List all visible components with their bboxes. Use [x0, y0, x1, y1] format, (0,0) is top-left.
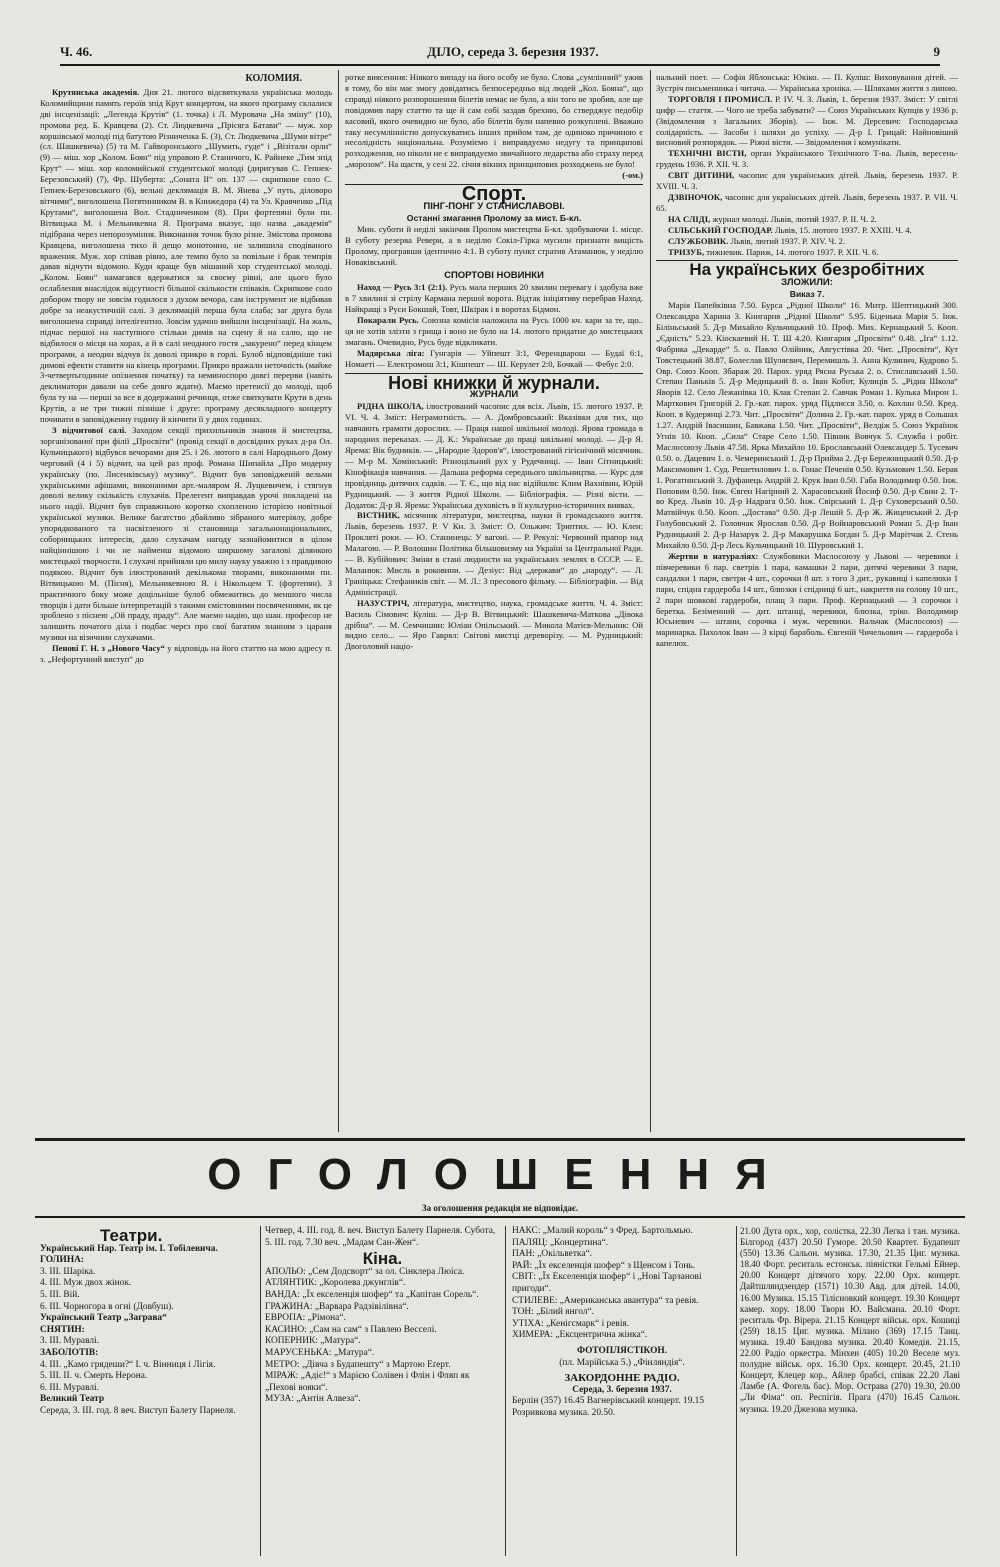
- journal-entry: ТРИЗУБ, тижневик. Париж, 14. лютого 1937. Р. XII. Ч. 6.: [668, 246, 879, 257]
- journal-entry: ТЕХНІЧНІ ВІСТИ, орган Українського Технічного Т-ва. Львів, вересень-грудень 1936. Р. XII. Ч. 3.: [656, 148, 958, 170]
- ad-line: ЗАБОЛОТІВ:: [40, 1347, 99, 1358]
- ad-line: МЕТРО: „Дівча з Будапешту“ з Мартою Еґерт.: [265, 1359, 451, 1370]
- ad-line: 5. III. Вій.: [40, 1289, 80, 1300]
- ad-line: ПАЛЯЦ: „Концертина“.: [512, 1237, 609, 1248]
- theatres-list: [40, 1244, 255, 1418]
- article-paragraph: РІДНА ШКОЛА, ілюстрований часопис для всіх. Львів, 15. лютого 1937. Р. VI. Ч. 4. Зміст: Неграмотність. — А. Домбровський: Вказівки для тих, що навчають грамоти дорослих. — Праця нашої шкільної молоді. Ярова громада в народних переказах. — Д. К.: Українське до праці шкільної молоді. — Д-р Я. Ярема: Вік будників. — „Народне Здоров'я“, ілюстрований гігієнічний місячник. — М-р М. Хомінський: Різноцільний рух у Рудечниці. — Іван Сітницький: Кінофікація навчання. — Дальша реформа середнього шкільництва. — Курс для провідниць дитячих садків. — Т. Є., що від нас відійшли: Клим Вахнівин, Юрій Рудницький. — З життя Рідної Школи. — Бібліографія. — Різні вісти. — Додаток: Д-р Я. Ярема: Українська духовість в її культурно-історичних виявах.: [345, 401, 643, 510]
- ad-line: ТОН: „Білий янгол“.: [512, 1307, 594, 1318]
- article-paragraph: З відчитової салі. Заходом секції прихильників знання й мистецтва, зорганізованої при філії „Просвіти“ (провід секції в досвідних руках д-ра Ол. Кульчицького) відбувся вечорами дня 25. і 26. лютого в салі Народнього Дому черговий (4 і 5) відчит, на цей раз проф. Романа Шипайла „Про модерну українську (по. Лисенківську) музику“. Відчит був заповідженій вельми українськими афішами, виконаними арт.-маляром Я. Луцкевичем, і стягнув доволі велику скількість слухачів. Прелегент виправдав урочі покладені на нього надії. Відчит був справжньою коротко схопленою історією новітньої української музики. Велике багатство дбайливо зібраного матеріялу, добре упорядкованого та насвітленого зі становища загальнонаціональних, соборницьких інтересів, дало слухачам нагоду зазнайомитися в цілом найціннішою і чи не найменш відомою ширшому загалові ділянкою мистецької творчости. І слухачі прийняли цю милу науку уважно і з правдивою подякою. Відчит був ілюстрований декількома творами, виконаними пн. Вітвицькою М. (Пісня), Мельникевною Я. і Нікольцем Т. (фортепян). З практичного боку може доцільніше булоб обмежитись до меншого числа творців і дати більше інтерпретацій з такими ємістовними посвяченнями, як це зроблено з піснею „Ой праду, праду“. Але маємо надію, що шан. професор не залишить початого діла і подбає черєз про свої багатим знанням з цараня музики на візичнин слухачами.: [40, 425, 332, 643]
- page-number: 9: [933, 44, 940, 59]
- page-header: [60, 44, 940, 66]
- theatre-continued: Четвер, 4. III. год. 8. веч. Виступ Балету Парнеля. Субота, 5. III. год. 7.30 веч. „Мадам Сан-Жен“.: [265, 1226, 496, 1248]
- article-paragraph: Пенові Г. Н. з „Нового Часу“ у відповідь на його статтю на мою адресу п. з. „Нефортунний виступ“ до: [40, 643, 332, 665]
- ad-line: ПАН: „Окільветка“.: [512, 1249, 593, 1260]
- column-divider: [505, 1226, 506, 1556]
- ad-line: МІРАЖ: „Адіє!“ з Марією Солівен і Флін і Фляп як „Пехові вояки“.: [265, 1371, 470, 1393]
- sport-subheading: Останні змагання Пролому за мист. Б-кл.: [406, 212, 582, 223]
- ad-line: МАРУСЕНЬКА: „Матура“.: [265, 1347, 375, 1358]
- section-title: КОЛОМИЯ.: [245, 73, 302, 84]
- unemployed-heading: На українських безробітних: [689, 260, 925, 280]
- article-paragraph: НАЗУСТРІЧ, література, мистецтво, наука, громадське життя. Ч. 4. Зміст: Василь Сімович: Куліш. — Д-р В. Вітвицький: Шашкевича-Маткова „Дівока дрібна“. — М. Семчишин: Юліан Опільський. — Микола Матієв-Мельник: Ой видно село... — Яро Гаврял: Світові мистці дереворізу. — М. Рудницький: Двоголовий націо-: [345, 597, 643, 652]
- journal-entry: ДЗВІНОЧОК, часопис для українських дітей. Львів, березень 1937. Р. VII. Ч. 65.: [656, 191, 958, 213]
- unemployed-subheading: ЗЛОЖИЛИ:: [781, 277, 833, 289]
- journal-entry: СЛУЖБОВИК. Львів, лютий 1937. Р. XIV. Ч. 2.: [668, 235, 845, 246]
- ads-disclaimer: За оголошення редакція не відповідає.: [421, 1203, 579, 1213]
- sport-news-heading: СПОРТОВІ НОВИНКИ: [444, 270, 544, 282]
- ad-line: ГОЛИНА:: [40, 1255, 85, 1266]
- column-3: [656, 72, 958, 1134]
- radio-date: Середа, 3. березня 1937.: [572, 1384, 672, 1395]
- ad-line: МУЗА: „Антін Алвеза“.: [265, 1394, 361, 1405]
- ad-line: Великий Театр: [40, 1394, 105, 1405]
- ads-bottom-rule: [35, 1216, 965, 1218]
- kino-heading: Кіна.: [362, 1249, 403, 1269]
- ad-line: Середа, 3. III. год. 8 веч. Виступ Балету Парнеля.: [40, 1405, 236, 1416]
- article-paragraph: нальний поет. — Софія Яблонська: Юкіко. — П. Куліш: Виховування дітей. — Зустріч письменника і читача. — Українська хроніка. — Шляхами життя з липою.: [656, 72, 958, 93]
- ad-line: СВІТ: „Їх Екселенція шофер“ і „Нові Тарзанові пригоди“.: [512, 1272, 702, 1294]
- ad-line: СТИЛЕВЕ: „Американська авантура“ та ревія.: [512, 1295, 699, 1306]
- ads-radio: [740, 1226, 960, 1556]
- issue-number: Ч. 46.: [60, 44, 93, 59]
- ad-line: 3. III. Муравлі.: [40, 1336, 99, 1347]
- ad-line: ГРАЖИНА: „Варвара Радзівілівна“.: [265, 1301, 409, 1312]
- column-1: [40, 72, 332, 1134]
- donation-goods: Жертви в натураліях: Службовики Маслосоюзу у Львові — черевики і півчеревики 6 пар. светрів 1 пара, камашки 2 пари, дитячі черевики 3 пари, сандалки 1 пари, светри 4 шт., сорочки 8 шт. з того 3 дит., рукавиці і капелюхи 1 пари, спідна гардероба 14 шт., блюзки і спідниці 6 шт., накриття на голову 10 шт., 2 пари шовкові гардероби, плащ 3 пари. Проф. Кернацький — 3 сорочки і беретка. Безіменний — дит. штанці, черевики, блюзка, тріко. Володимир Юсьневич — штани, сорочка і муж. черевики. Вальчак (Маслосоюз) — маринарка. Пахолок Іван — 3 кірці бараболь. Євгеній Чичельович — гардероба і капелюх.: [656, 550, 958, 649]
- ad-line: 6. III. Муравлі.: [40, 1382, 99, 1393]
- theatres-heading: Театри.: [100, 1226, 163, 1245]
- donation-list: Марія Папейківна 7.50. Бурса „Рідної Школи“ 16. Митр. Шептицький 300. Олександра Харина 3. Книгарня „Рідної Школи“ 5.95. Біденька Марія 5. Інж. Біліньський 5. Д-р Михайло Кульчицький 10. Проф. Мих. Кернацький 5. Кооп. „Єдність“ 5.23. Кіоскаевий Н. Т. Ш 4.20. Книгарня „Просвіти“ 0.48. „Іга“ 1.12. Фабрика „Декарде“ 5. о. Павло Олійник, Августівка 20. Чит. „Просвіти“, Кут Товстецький 38.87, Болеслав Шуляєвич, Перемишль 3. Анна Кулинич, Кудрово 5. Овр. Союз Кооп. Збараж 20. Парох. уряд Рясна Руська 2. о. Стиславський 1.50. Степан Паньків 5. Д-р Медицький 8. о. Іван Кобот, Кулиців 5. „Рідна Школа“ Яворів 12. Село Лежанівка 10. Клак Степан 2. Савчак Роман 1. Кулька Мирон 1. Марткович Григорій 2. Гр.-кат. парох. уряд Підлисся 3.50, о. Кохлан 0.50. Кред. Кооп. в Кудерянці 2.73. Чит. „Просвіти“ Долина 2. Гр.-кат. парох. уряд в Сольшах 1.27. Андрій Івасишин, Бавжава 1.50. Чит. „Просвіти“, Велдіж 5. Союз Українок Угнів 10. Кооп. „Сила“ Старе Село 1.50. Півник Вовчук 5. Служба і робіт. Маслосоюзу Львів 47.58. Ярка Михайло 10. Брославський Олександер 5. Тусевич 0.50. о. Дацевич 1. о. Чемеринський 1. Д-р Прийма 2. Д-р Бережницький 0.50. Д-р Максимович 1. Суд. Решетилович 1. о. Гонас Печенів 0.50. Кузьмович 1.50. Берак 1. Рогатинський 3. Дуфанець Андрій 2. Крук Іван 0.50. Габа Володимир 0.50. Інж. Поповим 0.50. Інж. Євген Нагірний 2. Харасовський Йосиф 0.50. Д-р Євин 2. Т-во Кред. Львів 10. Д-р Надрага 0.50. Інж. Свірський 1. Д-р Суховерський 0.50. Матвійчук 0.50. Кооп. „Достава“ 0.50. Д-р Лешій 5. Д-р Ж. Жиценський 2. Д-р Голубовський 2. Головчак Ярослав 0.50. Д-р Войнаровський Роман 5. Д-р Іван Рудницький 2. Д-р Назарук 2. Д-р Макарушка Богдан 5. Д-р Марітчак 2. Стень Михайло 0.50. Д-р Лесь Кульчицький 10. Шуровський 1.: [656, 300, 958, 551]
- books-heading: Нові книжки й журнали.: [388, 372, 600, 393]
- ad-line: ХИМЕРА: „Ексцентрична жінка“.: [512, 1330, 648, 1341]
- article-paragraph: ротке виясенння: Ніякого випаду на його особу не було. Слова „сумлінний“ ужив я тому, бо він має змогу довідатись безпосередньо від людей „Кол. Бояна“, що справді ніякого розпорошення білетів немає не було, а він того не зробив, але ще повідомив пару статтю та ще й сам собі заздав брехню, бо стверджує педобір касовий, якого очевидно не було, або білетів були напевно розкуплені. Вважаю таку несумлінністю допускуватись інших прийом там, де одиноко причиною є несолідність національна. Розуміємо і виправдуємо недугу та принципові розходження, но ніколи не є виправдуємо звичайного ледарства або страху перед „морозом“. На щастя, у сезі 22. січня вікних принципових розходжень не було!: [345, 72, 643, 170]
- foto-address: (пл. Марійська 5.) „Фінляндія“.: [559, 1357, 685, 1368]
- ad-line: 4. III. „Камо грядеши?“ І. ч. Вінниця і Лігія.: [40, 1359, 216, 1370]
- ad-line: Український Нар. Театр ім. І. Тобілевича.: [40, 1243, 218, 1254]
- ads-theatres: [40, 1226, 255, 1556]
- ads-kino: [265, 1226, 500, 1556]
- ad-line: СНЯТИН:: [40, 1324, 85, 1335]
- journal-entry: СВІТ ДИТИНИ, часопис для українських дітей. Львів, березень 1937. Р. XVIII. Ч. 3.: [656, 170, 958, 192]
- column-divider: [260, 1226, 261, 1556]
- sport-subheading: ПІНГ-ПОНГ У СТАНИСЛАВОВІ.: [423, 200, 565, 212]
- donation-list-number: Виказ 7.: [789, 289, 825, 300]
- ad-line: НАКС: „Малий король“ з Фред. Бартольмью.: [512, 1226, 693, 1236]
- ad-line: 4. III. Муж двох жінок.: [40, 1278, 132, 1289]
- ad-line: КОПЕРНИК: „Матура“.: [265, 1336, 361, 1347]
- journal-entry: ТОРГОВЛЯ І ПРОМИСЛ. Р. IV. Ч. 3. Львів, 1. березня 1937. Зміст: У світлі цифр — стаття. — Чого не треба забувати? — Союз Українських Купців у 1936 р. (Звідомлення з Загальних Зборів). — Інж. М. Дерсевич: Господарська солідарність. — Засоби і шляхи до успіху. — Д-р І. Грицай: Найновіший висновий розпорядок. — Ріжні вісти. — Звідомлення і комунікати.: [656, 93, 958, 148]
- ads-heading: ОГОЛОШЕННЯ: [207, 1150, 793, 1199]
- article-paragraph: Крутянська академія. Дня 21. лютого відсвяткувала українська молодь Коломийщини память героїв зпід Крут концертом, на якого програму склалися дві інсценізації: „Легенда Крутів“ (1. точка) і Л. Муровача „На зміну“ (10), промова ред. Б. Кравцева (2). Ст. Людкевича „Прісяга Батави“ — муж. хор коршівської молоді під батутою Різниченка Б. (3), Ст. Людкевича „Шуми вітре“ (сл. Шашкевича) (5) та М. Гайворонського „Шумить, гуде“ і „Візітали орли“ (9) — міш. хор „Колом. Боян“ під управою Р. Станичого, К. Райнеке „Тим зпід Крут“ — міш. хор коломийської студентської молоді (диригував С. Гепнек-Березовський) (7), Фр. Шуберта: „Соната II“ оп. 137 — скрипкове соло С. Гепнек-Березовського (6), вельні деклямація В. М. Янева „У путь, діловоро вітчими“, виголошена Потятинником В. в Книжедора (4) та Ул. Кравченко „Під Крутами“, виголошена Вол. Стадниченком (8). При фортепяні були пн. Вітвицька М. і Мельникевна Я. Програма вказує, що назва „академія“ підібрана через непорозуміння. Виконання точок було різне. Змістова промова Кравцева, виголошена тихо й дещо монотонно, не залишила сподіваного враження. Муж. хор співав рівно, але темпо було за повільне і брак темпрів давав відчути відомою. Куди краще був мішаний хор студентської молоді. „Колом. Боян“ намагався вдержатися за своєму рівні, але цього було ослаблення внаслідок відсутності більшої скількости співаків. Скрипкове соло добором твору не зовсім годилося з духом вечора, сам інструмент не відбивав добре за неакустичній салі. З деклямацій перша була слаба; заг друга була виголошена справді інтелігентно. Зовсім удачно вийшли інсценізації. На жаль, підчас першої на наступного стільки димів на сцену й на салю, що не відбилося о місця на хорах, а й в салі неодного гостя „закурено“ перед кінцем програми, а неодин відчув їх доволі прикро в горлі. Булоб відповідніше такі димові ефекти ставити на кінець програми. Прикро вражали неточність (майже 3-четвертьгодинне опізнення початку) та неминоспоро довгі перерви (навіть деклиматори давали на себе довго ждати). Маємо претенсії до молоді, щоб була ту на — перші за все в додержанні речинця, отже святкувати Крути в день Крутів, а не три тижні пізніше і друге: програму десякладного концерту почивати в заповідженну годину й кінчити її у двох годинах.: [40, 86, 332, 425]
- radio-programme: 21.00 Дута орх., хор, солістка, 22.30 Легка і тан. музика. Білгород (437) 20.50 Гуморе. 20.50 Квартет. Будапешт (550) 13.36 Сальон. музика. 17.30, 21.35 Циг. музика. 18.40 Форт. реситаль естонськ. піяністки Гельмі Ейнер. 20.00 Концерт дітячого хору. 22.00 Орх. концерт. Дайтшляндзендер (1571) 10.30 Авд. для дітей. 14.00, 16.00 Музика. 15.15 Тілісновкий концерт. 19.30 Концерт камер. хору. 18.00 Твори Ю. Вайсмана. 20.10 Форт. реситаль Фр. Вірера. 21.15 Концерт військ. орх. Кошиці (259) 18.15 Циг. музика. Мілано (369) 17.15 Танц. музика. 19.40 Бандова музика. 20.40 Комедія. 21.15, 22.00 Радіо оркестра. Мінхен (405) 10.20 Веселе муз. полудне військ. орх. 16.30 Орх. концерт. 20.45, 21.10 Концерт, Клецер кор., Айлер брабсі, співак 22.20 Лаві Ламбе (А. Фогель бас). Мор. Острава (270) 19.30, 20.00 „Ли Фіма“ оп. Респігія. Прага (470) 16.45 Сальон. музика. 19.20 Джезова музика.: [740, 1226, 960, 1414]
- ad-line: АТЛЯНТИК: „Королева джунглів“.: [265, 1278, 406, 1289]
- article-paragraph: ВІСТНИК, місячник літератури, мистецтва, науки й громадського життя. Львів, березень 1937. Р. V Кн. 3. Зміст: О. Ольжич: Триптих. — Ю. Клен: Прокляті роки. — Ю. Станинець: У вагоні. — Р. Рекулі: Червоний прапор над Малагою. — Р. Волошин Політика більшовизму на Україні за Центральної Ради. — В. Кубійович: Зміни в стані людности на українських землях в СССР. — Е. Маланюк: Мисль в роковини. — Дезіус: Від „держави“ до „народу“. — Л. Граніцька: Стефаників світ. — М. Л.: З пресового фільму. — Бібліографія. — Від Адміністрації.: [345, 510, 643, 597]
- radio-berlin: Берлін (357) 16.45 Вагнерівський концерт. 19.15 Розривкова музика. 20.50.: [512, 1396, 705, 1418]
- kino-list: [512, 1226, 732, 1342]
- journal-entry: СІЛЬСЬКИЙ ГОСПОДАР. Львів, 15. лютого 1937. Р. XXIII. Ч. 4.: [668, 224, 912, 235]
- article-paragraph: Мадярська ліга: Гунгарія — Уйпешт 3:1, Ференцварош — Будаї 6:1, Номаеті — Електромош 3:1, Кішпешт — Ш. Керулет 2:0, Бочкай — Фебус 2:0.: [345, 347, 643, 369]
- article-paragraph: Наход — Русь 3:1 (2:1). Русь мала перших 20 хвилин перевагу і здобула вже в 7 хвилині зі стрілу Кармана першої ворота. Відтак ініціятиву перебрав Наход. Найкращі з Руси Бокшай, Товт, Шкірак і в воротах Бідмон.: [345, 282, 643, 315]
- ads-top-rule: [35, 1138, 965, 1141]
- column-divider: [736, 1226, 737, 1556]
- sport-heading: Спорт.: [461, 183, 527, 206]
- ad-line: 3. III. Шаріка.: [40, 1266, 96, 1277]
- foto-heading: ФОТОПЛЯСТІКОН.: [576, 1345, 668, 1356]
- column-2: [345, 72, 643, 1134]
- ad-line: УТІХА: „Кенігсмарк“ і ревія.: [512, 1318, 630, 1329]
- ad-line: КАСИНО: „Сам на сам“ з Павлею Весселі.: [265, 1324, 437, 1335]
- ad-line: РАЙ: „Їх екселенція шофер“ з Щенсом і Тонь.: [512, 1260, 696, 1271]
- article-paragraph: Мин. суботи й неділі закінчив Пролом мистецтва Б-кл. здобуваючи 1. місце. В суботу резерва Ревери, а в неділю Сокіл-Гірка мусили признати вищість Пролому, програвши ідентично 4:1. В суботу пункт стратив Атаманюк, у неділю Новаківський.: [345, 223, 643, 267]
- masthead-date: ДІЛО, середа 3. березня 1937.: [427, 44, 599, 59]
- column-divider: [650, 70, 651, 1132]
- books-subheading: ЖУРНАЛИ: [469, 389, 519, 401]
- kino-list: [265, 1267, 500, 1406]
- column-divider: [338, 70, 339, 1132]
- journal-entry: НА СЛІДІ, журнал молоді. Львів, лютий 1937. Р. II. Ч. 2.: [668, 213, 877, 224]
- ad-line: ЕВРОПА: „Рімона“.: [265, 1313, 346, 1324]
- ad-line: 5. III. II. ч. Смерть Нерона.: [40, 1371, 148, 1382]
- article-signature: (-ом.): [622, 170, 643, 181]
- ads-kino-radio: [512, 1226, 732, 1556]
- ad-line: ВАНДА: „Їх екселенція шофер“ та „Капітан Сорель“.: [265, 1289, 479, 1300]
- ad-line: 6. III. Чорногора в огні (Довбуш).: [40, 1301, 174, 1312]
- radio-heading: ЗАКОРДОННЕ РАДІО.: [564, 1372, 680, 1385]
- article-paragraph: Покарали Русь. Союзна комісія наложила на Русь 1000 кч. кари за те, що.. ця не хотів злізти з грища і воно не було на 14. лютого придатне до мистецьких змагань. Очевидно, Русь буде відкликати.: [345, 315, 643, 347]
- ad-line: АПОЛЬО: „Сем Додсворт“ за ол. Сінклера Люіса.: [265, 1266, 465, 1277]
- ad-line: Український Театр „Заграва“: [40, 1313, 167, 1324]
